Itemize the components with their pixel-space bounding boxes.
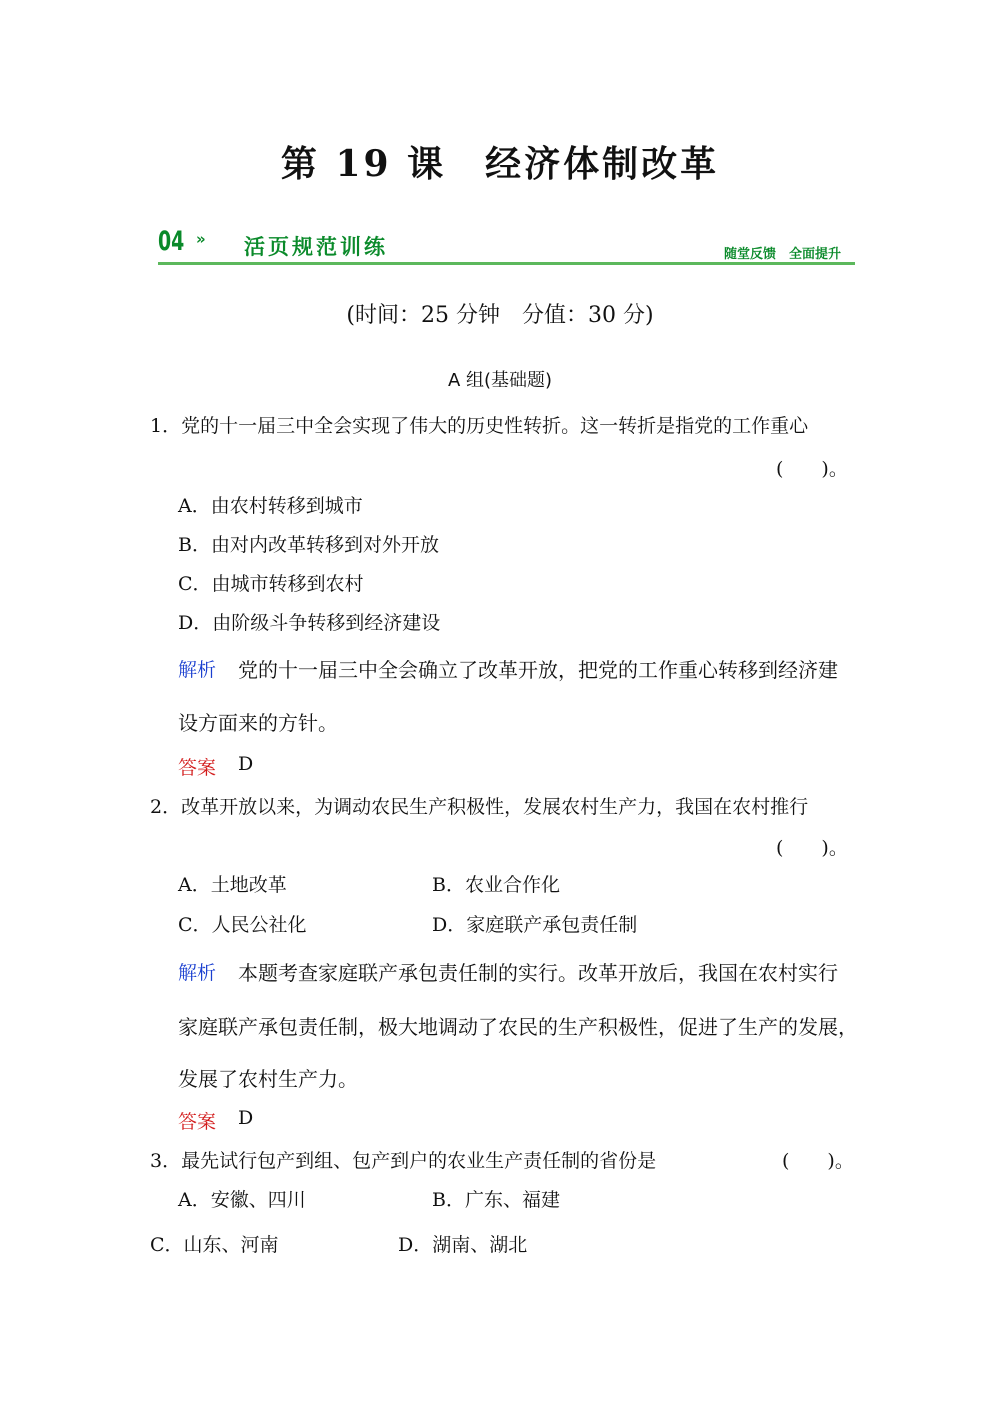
question-1-analysis-line-1: 党的十一届三中全会确立了改革开放，把党的工作重心转移到经济建	[238, 658, 838, 682]
question-2-analysis-line-1: 本题考查家庭联产承包责任制的实行。改革开放后，我国在农村实行	[238, 961, 838, 985]
question-2-answer: D	[238, 1107, 254, 1129]
question-2-analysis-label: 解析	[178, 962, 217, 984]
question-1-option-a: A．由农村转移到城市	[178, 495, 363, 517]
group-heading: A 组(基础题)	[447, 370, 553, 391]
banner-label: 活页规范训练	[244, 235, 388, 259]
question-3-text: 3．最先试行包产到组、包产到户的农业生产责任制的省份是	[150, 1150, 657, 1172]
question-1-analysis-label: 解析	[178, 659, 217, 681]
double-chevron-icon: »	[196, 230, 206, 248]
banner-subtitle: 随堂反馈 全面提升	[723, 247, 841, 262]
question-3-option-a: A．安徽、四川	[178, 1189, 306, 1211]
question-3-option-d: D．湖南、湖北	[398, 1234, 528, 1256]
question-3-option-c: C．山东、河南	[150, 1234, 279, 1256]
question-2-option-b: B．农业合作化	[432, 874, 560, 896]
time-score-info: (时间：25 分钟 分值：30 分)	[346, 303, 654, 328]
question-1-option-c: C．由城市转移到农村	[178, 573, 364, 595]
question-2-option-c: C．人民公社化	[178, 914, 307, 936]
question-2-blank: ( )。	[776, 837, 848, 859]
question-3-blank: ( )。	[782, 1150, 854, 1172]
question-3-option-b: B．广东、福建	[432, 1189, 560, 1211]
question-2-answer-label: 答案	[178, 1111, 217, 1133]
question-1-blank: ( )。	[776, 458, 848, 480]
question-2-option-d: D．家庭联产承包责任制	[432, 914, 638, 936]
question-2-analysis-line-2: 家庭联产承包责任制，极大地调动了农民的生产积极性，促进了生产的发展，	[178, 1015, 858, 1039]
question-2-text: 2．改革开放以来，为调动农民生产积极性，发展农村生产力，我国在农村推行	[150, 796, 809, 818]
banner-number: 04	[158, 226, 185, 257]
question-1-option-b: B．由对内改革转移到对外开放	[178, 534, 439, 556]
question-1-text: 1．党的十一届三中全会实现了伟大的历史性转折。这一转折是指党的工作重心	[150, 415, 809, 437]
question-1-option-d: D．由阶级斗争转移到经济建设	[178, 612, 441, 634]
section-banner	[158, 226, 855, 266]
question-2-analysis-line-3: 发展了农村生产力。	[178, 1067, 358, 1091]
question-1-analysis-line-2: 设方面来的方针。	[178, 711, 338, 735]
banner-divider	[158, 262, 855, 265]
question-1-answer: D	[238, 753, 254, 775]
question-2-option-a: A．土地改革	[178, 874, 287, 896]
page-title: 第 19 课 经济体制改革	[280, 143, 720, 185]
question-1-answer-label: 答案	[178, 757, 217, 779]
